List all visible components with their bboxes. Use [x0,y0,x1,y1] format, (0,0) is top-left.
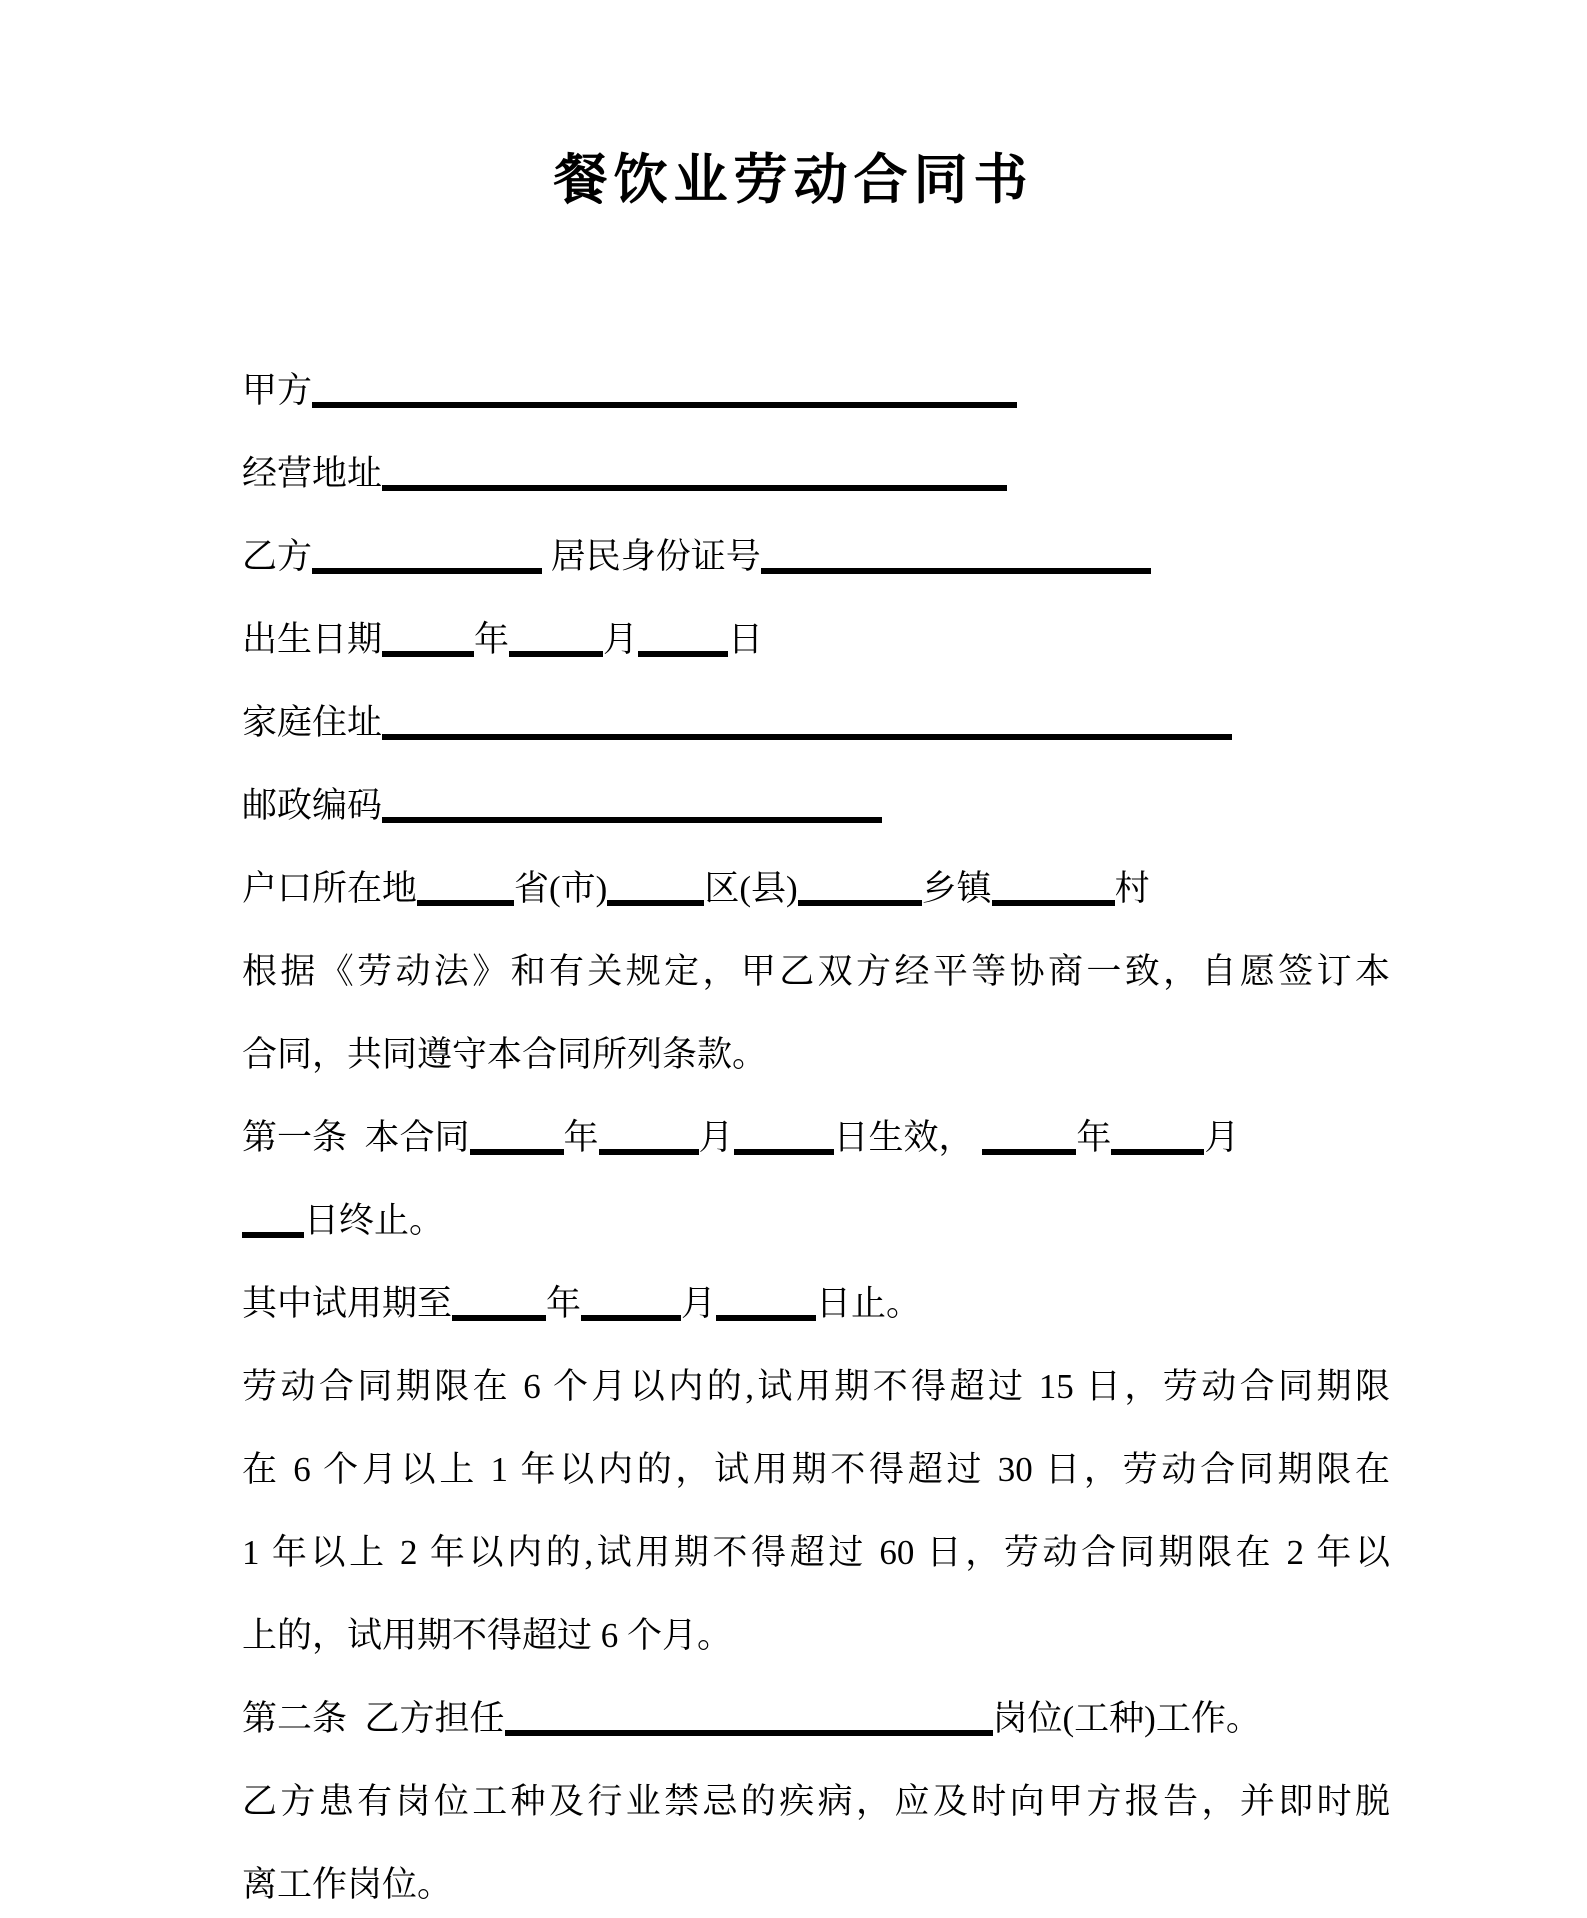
text-run: 根据《劳动法》和有关规定，甲乙双方经平等协商一致，自愿签订本 [242,952,1390,991]
text-run: 月 [603,620,639,659]
article-1-line-1 [242,1096,1390,1179]
text-run: 日止。 [816,1284,922,1323]
text-run: 省(市) [514,869,608,908]
term-rules-line-3 [242,1511,1390,1594]
blank-field [798,900,922,906]
text-run: 月 [681,1284,717,1323]
blank-field [982,1149,1076,1155]
text-run: 第一条 本合同 [242,1118,470,1157]
text-run: 邮政编码 [242,786,383,825]
blank-field [581,1315,681,1321]
household-registration-line [242,847,1390,930]
text-run: 劳动合同期限在 6 个月以内的,试用期不得超过 15 日，劳动合同期限 [242,1367,1390,1406]
blank-field [382,817,882,823]
trial-period-line [242,1262,1390,1345]
blank-field [1111,1149,1204,1155]
disease-clause-line-1 [242,1760,1390,1843]
term-rules-line-4 [242,1594,1390,1677]
blank-field [312,568,542,574]
blank-field [607,900,704,906]
document-title: 餐饮业劳动合同书 [553,150,1034,210]
text-run: 甲方 [242,371,313,410]
blank-field [382,651,474,657]
text-run: 乡镇 [921,869,992,908]
text-run: 岗位(工种)工作。 [992,1699,1261,1738]
document-body [242,349,1390,1918]
business-address-line [242,432,1390,515]
blank-field [242,1232,304,1238]
text-run: 其中试用期至 [242,1284,453,1323]
blank-field [505,1730,993,1736]
article-2-line [242,1677,1390,1760]
text-run: 合同，共同遵守本合同所列条款。 [242,1035,768,1074]
party-b-id-line [242,515,1390,598]
text-run: 离工作岗位。 [242,1865,453,1904]
text-run: 第二条 乙方担任 [242,1699,505,1738]
text-run: 上的，试用期不得超过 6 个月。 [242,1616,733,1655]
text-run: 户口所在地 [242,869,418,908]
blank-field [734,1149,834,1155]
birth-date-line [242,598,1390,681]
text-run: 日终止。 [304,1201,445,1240]
text-run: 年 [563,1118,599,1157]
blank-field [417,900,514,906]
blank-field [761,568,1151,574]
text-run: 经营地址 [242,454,383,493]
blank-field [992,900,1115,906]
article-1-line-2 [242,1179,1390,1262]
blank-field [638,651,728,657]
text-run: 1 年以上 2 年以内的,试用期不得超过 60 日，劳动合同期限在 2 年以 [242,1533,1390,1572]
term-rules-line-2 [242,1428,1390,1511]
blank-field [716,1315,816,1321]
preamble-line-2 [242,1013,1390,1096]
text-run: 日 [728,620,764,659]
blank-field [509,651,603,657]
text-run: 居民身份证号 [542,537,761,576]
home-address-line [242,681,1390,764]
text-run: 日生效， [833,1118,983,1157]
text-run: 年 [546,1284,582,1323]
text-run: 家庭住址 [242,703,383,742]
text-run: 区(县) [704,869,798,908]
term-rules-line-1 [242,1345,1390,1428]
text-run: 年 [474,620,510,659]
text-run: 在 6 个月以上 1 年以内的，试用期不得超过 30 日，劳动合同期限在 [242,1450,1390,1489]
blank-field [599,1149,699,1155]
blank-field [452,1315,546,1321]
text-run: 村 [1114,869,1150,908]
blank-field [382,734,1232,740]
blank-field [382,485,1007,491]
postal-code-line [242,764,1390,847]
text-run: 年 [1076,1118,1112,1157]
disease-clause-line-2 [242,1843,1390,1918]
text-run: 出生日期 [242,620,383,659]
blank-field [312,402,1017,408]
text-run: 月 [698,1118,734,1157]
text-run: 乙方患有岗位工种及行业禁忌的疾病，应及时向甲方报告，并即时脱 [242,1782,1390,1821]
text-run: 月 [1204,1118,1240,1157]
blank-field [470,1149,564,1155]
party-a-line [242,349,1390,432]
preamble-line-1 [242,930,1390,1013]
text-run: 乙方 [242,537,313,576]
